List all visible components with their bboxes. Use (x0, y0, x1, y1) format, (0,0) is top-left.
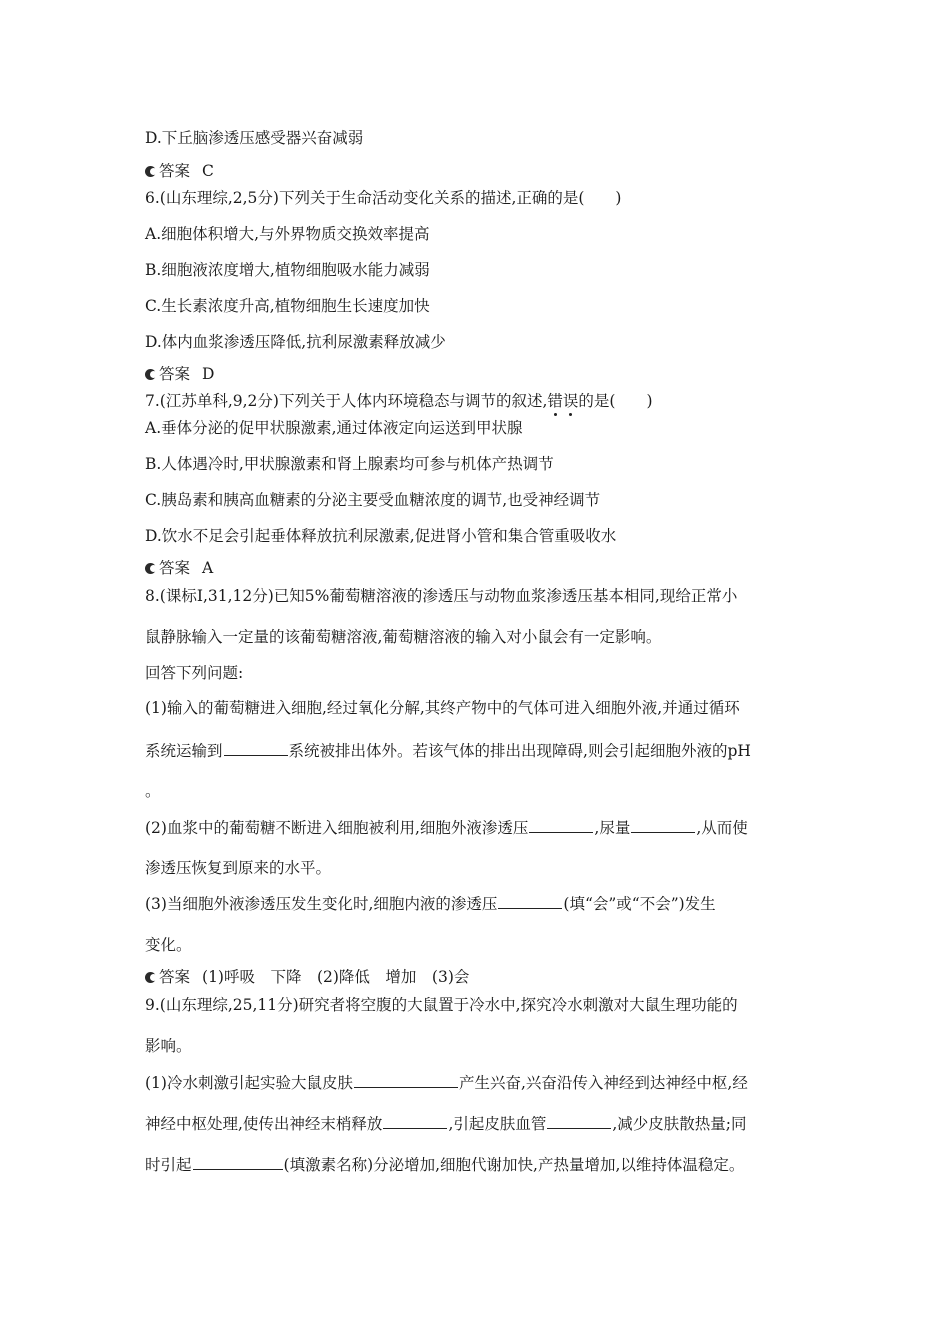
q6-answer (145, 364, 214, 384)
q6-option-d: D.体内血浆渗透压降低,抗利尿激素释放减少 (145, 333, 446, 351)
q5-answer (145, 161, 214, 181)
fill-blank[interactable] (354, 1072, 458, 1088)
text: (填激素名称)分泌增加,细胞代谢加快,产热量增加,以维持体温稳定。 (283, 1156, 745, 1174)
q7-option-b: B.人体遇冷时,甲状腺激素和肾上腺素均可参与机体产热调节 (145, 455, 554, 473)
q7-stem-text: 7.(江苏单科,9,2分)下列关于人体内环境稳态与调节的叙述, (145, 392, 548, 410)
text: ,减少皮肤散热量;同 (612, 1115, 747, 1133)
q7-stem-end: 的是( ) (578, 392, 653, 410)
q8-part1-line1: (1)输入的葡萄糖进入细胞,经过氧化分解,其终产物中的气体可进入细胞外液,并通过循环 (145, 699, 740, 717)
q5-option-d: D.下丘脑渗透压感受器兴奋减弱 (145, 129, 364, 147)
text: 系统运输到 (145, 742, 223, 760)
answer-value: C (202, 162, 214, 180)
q8-part3-line2: 变化。 (145, 936, 192, 954)
fill-blank[interactable] (224, 740, 288, 756)
q8-answer (145, 967, 469, 987)
q9-stem-line1: 9.(山东理综,25,11分)研究者将空腹的大鼠置于冷水中,探究冷水刺激对大鼠生理功能的 (145, 996, 738, 1014)
text: ,引起皮肤血管 (448, 1115, 547, 1133)
q8-part2-line2: 渗透压恢复到原来的水平。 (145, 859, 332, 877)
q7-option-c: C.胰岛素和胰高血糖素的分泌主要受血糖浓度的调节,也受神经调节 (145, 491, 601, 509)
q8-prompt: 回答下列问题: (145, 664, 244, 682)
text: (1)冷水刺激引起实验大鼠皮肤 (145, 1074, 353, 1092)
q7-answer (145, 558, 213, 578)
q8-stem-line2: 鼠静脉输入一定量的该葡萄糖溶液,葡萄糖溶液的输入对小鼠会有一定影响。 (145, 628, 662, 646)
text: 系统被排出体外。若该气体的排出出现障碍,则会引起细胞外液的pH (288, 742, 751, 760)
q8-stem-line1: 8.(课标Ⅰ,31,12分)已知5%葡萄糖溶液的渗透压与动物血浆渗透压基本相同,现给正常小 (145, 587, 738, 605)
fill-blank[interactable] (193, 1154, 283, 1170)
q8-part3-line1 (145, 893, 716, 914)
answer-value: A (202, 559, 214, 577)
answer-icon (145, 369, 156, 380)
answer-label: 答案 (159, 559, 191, 577)
q9-part1-line1 (145, 1072, 748, 1093)
text: 时引起 (145, 1156, 192, 1174)
text: 神经中枢处理,使传出神经末梢释放 (145, 1115, 383, 1133)
text: ,尿量 (594, 819, 631, 837)
answer-icon (145, 972, 156, 983)
fill-blank[interactable] (529, 817, 593, 833)
emphasis-char: 错 (547, 392, 563, 410)
answer-value: D (202, 365, 215, 383)
emphasis-char: 误 (562, 392, 579, 410)
answer-label: 答案 (159, 968, 191, 986)
q7-option-a: A.垂体分泌的促甲状腺激素,通过体液定向运送到甲状腺 (145, 419, 523, 437)
q7-stem (145, 391, 653, 411)
q7-option-d: D.饮水不足会引起垂体释放抗利尿激素,促进肾小管和集合管重吸收水 (145, 527, 617, 545)
q9-stem-line2: 影响。 (145, 1037, 192, 1055)
text: (2)血浆中的葡萄糖不断进入细胞被利用,细胞外液渗透压 (145, 819, 529, 837)
answer-label: 答案 (159, 162, 191, 180)
q6-option-c: C.生长素浓度升高,植物细胞生长速度加快 (145, 297, 430, 315)
fill-blank[interactable] (631, 817, 695, 833)
answer-icon (145, 166, 156, 177)
answer-value: (1)呼吸 下降 (2)降低 增加 (3)会 (202, 968, 470, 986)
text: ,从而使 (696, 819, 748, 837)
q6-option-a: A.细胞体积增大,与外界物质交换效率提高 (145, 225, 430, 243)
q9-part1-line3 (145, 1154, 744, 1175)
fill-blank[interactable] (498, 893, 562, 909)
q6-option-b: B.细胞液浓度增大,植物细胞吸水能力减弱 (145, 261, 430, 279)
answer-icon (145, 563, 156, 574)
text: 产生兴奋,兴奋沿传入神经到达神经中枢,经 (458, 1074, 748, 1092)
text: (3)当细胞外液渗透压发生变化时,细胞内液的渗透压 (145, 895, 498, 913)
fill-blank[interactable] (383, 1113, 447, 1129)
text: (填“会”或“不会”)发生 (563, 895, 716, 913)
fill-blank[interactable] (547, 1113, 611, 1129)
q6-stem: 6.(山东理综,2,5分)下列关于生命活动变化关系的描述,正确的是( ) (145, 189, 622, 207)
answer-label: 答案 (159, 365, 191, 383)
q8-part1-line2 (145, 740, 751, 761)
q8-part1-line3: 。 (145, 782, 161, 800)
q9-part1-line2 (145, 1113, 747, 1134)
q8-part2-line1 (145, 817, 748, 838)
